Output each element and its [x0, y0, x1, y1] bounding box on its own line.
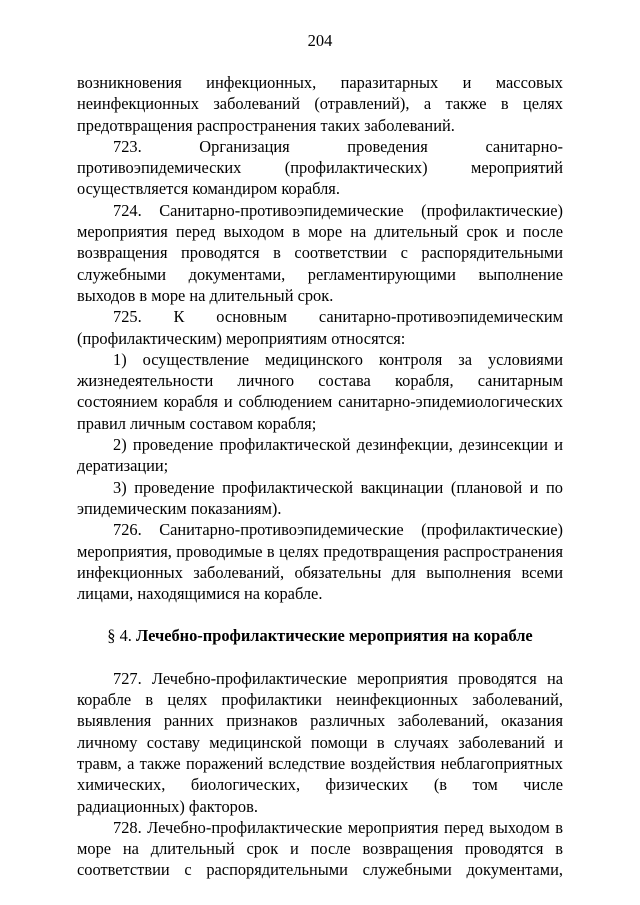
paragraph-723: 723. Организация проведения санитарно-противоэпидемических (профилактических) мероприятий осуществляется командиром корабля.	[77, 136, 563, 199]
page-number: 204	[307, 31, 333, 50]
list-item-1: 1) осуществление медицинского контроля за условиями жизнедеятельности личного состава корабля, санитарным состоянием корабля и соблюдением санитарно-эпидемиологических правил личным составом корабля;	[77, 349, 563, 433]
document-body	[77, 72, 563, 881]
paragraph-726: 726. Санитарно-противоэпидемические (профилактические) мероприятия, проводимые в целях предотвращения распространения инфекционных заболеваний, обязательны для выполнения всеми лицами, находящимися на корабле.	[77, 520, 563, 604]
paragraph-724: 724. Санитарно-противоэпидемические (профилактические) мероприятия перед выходом в море на длительный срок и после возвращения проводятся в соответствии с распорядительными служебными документами, регламентирующими выполнение выходов в море на длительный срок.	[77, 200, 563, 305]
section-heading	[77, 625, 563, 646]
paragraph-728: 728. Лечебно-профилактические мероприятия перед выходом в море на длительный срок и после возвращения проводятся в соответствии с распорядительными служебными документами,	[77, 817, 563, 880]
paragraph-continuation: возникновения инфекционных, паразитарных и массовых неинфекционных заболеваний (отравлений), а также в целях предотвращения распространения таких заболеваний.	[77, 73, 563, 135]
section-symbol: § 4.	[107, 626, 132, 646]
list-item-3: 3) проведение профилактической вакцинации (плановой и по эпидемическим показаниям).	[77, 477, 563, 518]
paragraph-727: 727. Лечебно-профилактические мероприятия проводятся на корабле в целях профилактики неинфекционных заболеваний, выявления ранних признаков различных заболеваний, оказания личному составу медицинской помощи в случаях заболеваний и травм, а также поражений вследствие воздействия неблагоприятных химических, биологических, физических (в том числе радиационных) факторов.	[77, 668, 563, 816]
paragraph-725: 725. К основным санитарно-противоэпидемическим (профилактическим) мероприятиям относятся:	[77, 307, 563, 348]
list-item-2: 2) проведение профилактической дезинфекции, дезинсекции и дератизации;	[77, 435, 563, 476]
section-title: Лечебно-профилактические мероприятия на корабле	[135, 626, 533, 646]
